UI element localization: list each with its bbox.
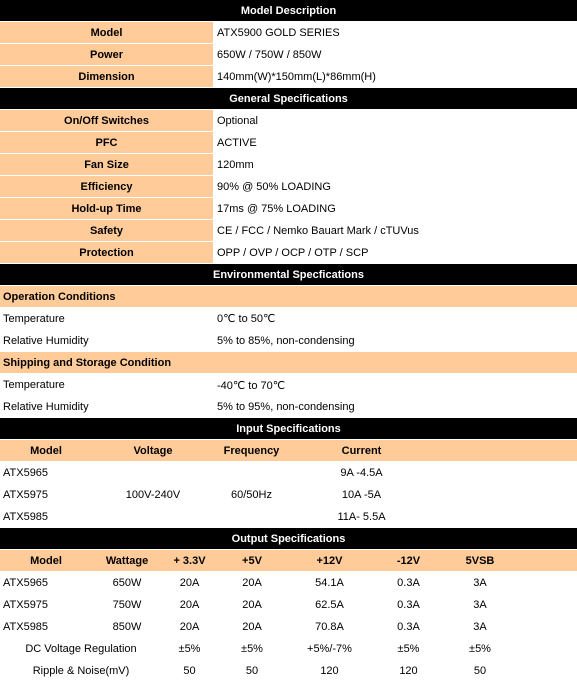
env-label: Temperature [3,312,65,325]
table-row-ripple [0,660,577,682]
column-header-voltage: Voltage [133,444,173,457]
table-cell-5v: 20A [242,620,262,633]
table-cell-5vsb: 3A [473,576,487,589]
subheader-operation: Operation Conditions [0,286,577,308]
table-cell-minus-12v: 0.3A [397,598,420,611]
table-cell-3v3: 20A [179,598,200,611]
env-value: 0℃ to 50℃ [217,313,276,325]
spec-value: 140mm(W)*150mm(L)*86mm(H) [214,66,577,87]
table-cell-5vsb: 3A [473,598,487,611]
column-header-wattage: Wattage [105,554,149,567]
spec-value: 17ms @ 75% LOADING [214,198,577,219]
table-row [0,572,577,594]
table-cell-spacer [515,616,577,637]
column-header-5vsb: 5VSB [465,554,495,567]
spec-label: Efficiency [0,176,214,197]
column-header-spacer [515,550,577,571]
spec-label: Power [0,44,214,65]
spec-label: Model [0,22,214,43]
table-cell-3v3: ±5% [178,642,201,655]
column-header-model: Model [30,444,62,457]
table-cell-5v: 20A [242,598,262,611]
table-cell-model: ATX5985 [3,620,49,633]
spec-label: Fan Size [0,154,214,175]
spec-label: Safety [0,220,214,241]
subheader-shipping: Shipping and Storage Condition [0,352,577,374]
table-cell-regulation-label: DC Voltage Regulation [25,642,137,655]
spec-value: ATX5900 GOLD SERIES [214,22,577,43]
spec-value: Optional [214,110,577,131]
env-label: Temperature [3,379,65,391]
column-header-frequency: Frequency [223,444,280,457]
table-cell-minus-12v: 0.3A [397,576,420,589]
spec-row-holdup [0,198,577,220]
table-cell-model: ATX5975 [3,489,49,501]
env-row-shipping-humidity [0,397,577,418]
table-cell-5vsb: ±5% [469,642,491,655]
spec-row-efficiency [0,176,577,198]
input-table-header [0,440,577,462]
table-cell-minus-12v: 0.3A [397,620,420,633]
spec-label: PFC [0,132,214,153]
column-header-minus-12v: -12V [396,554,421,567]
column-header-12v: +12V [316,554,343,567]
table-cell-3v3: 50 [183,664,196,677]
table-cell-spacer [515,594,577,615]
section-header-model-description: Model Description [0,0,577,22]
column-header-model: Model [30,554,62,567]
table-cell-5vsb: 3A [473,620,487,633]
table-cell-model: ATX5985 [3,511,49,523]
input-table-body [0,462,577,528]
env-row-operation-temperature [0,308,577,330]
column-header-spacer [434,440,577,461]
table-cell-spacer [515,660,577,681]
table-cell-12v: 70.8A [315,620,344,633]
table-cell-5v: 50 [245,664,259,677]
table-row [0,616,577,638]
spec-label: Hold-up Time [0,198,214,219]
table-cell-5v: ±5% [241,642,263,655]
env-label: Relative Humidity [3,401,89,413]
table-row-regulation [0,638,577,660]
spec-row-model [0,22,577,44]
table-cell-wattage: 850W [112,620,142,633]
spec-row-switches [0,110,577,132]
section-header-general: General Specifications [0,88,577,110]
spec-value: ACTIVE [214,132,577,153]
table-cell-12v: 120 [320,664,339,677]
table-cell-ripple-label: Ripple & Noise(mV) [32,664,130,677]
spec-row-power [0,44,577,66]
table-cell-model: ATX5975 [3,598,49,611]
table-cell-12v: +5%/-7% [307,642,352,655]
input-frequency-cell: 60/50Hz [231,489,272,501]
spec-value: 90% @ 50% LOADING [214,176,577,197]
column-header-3v3: + 3.3V [173,554,206,567]
spec-row-dimension [0,66,577,88]
table-cell-current: 11A- 5.5A [337,511,386,523]
table-cell-wattage: 750W [112,598,142,611]
table-cell-spacer [515,572,577,593]
table-cell-model: ATX5965 [3,467,49,479]
table-cell-current: 9A -4.5A [340,467,383,479]
spec-row-protection [0,242,577,264]
input-current-column [289,462,434,528]
spec-value: 650W / 750W / 850W [214,44,577,65]
table-cell-3v3: 20A [179,620,200,633]
env-row-operation-humidity [0,330,577,352]
spec-row-safety [0,220,577,242]
env-value: -40℃ to 70℃ [217,379,286,392]
table-row [0,594,577,616]
input-spacer [434,462,577,528]
table-cell-5v: 20A [242,576,262,589]
spec-label: On/Off Switches [0,110,214,131]
table-cell-12v: 62.5A [315,598,344,611]
spec-row-fan-size [0,154,577,176]
table-cell-model: ATX5965 [3,576,49,589]
table-cell-5vsb: 50 [473,664,487,677]
column-header-current: Current [341,444,382,457]
env-row-shipping-temperature [0,374,577,397]
spec-value: 120mm [214,154,577,175]
section-header-output: Output Specifications [0,528,577,550]
spec-row-pfc [0,132,577,154]
env-value: 5% to 95%, non-condensing [217,401,355,413]
output-table-header [0,550,577,572]
section-header-input: Input Specifications [0,418,577,440]
table-cell-3v3: 20A [179,576,200,589]
env-value: 5% to 85%, non-condensing [217,334,355,347]
table-cell-current: 10A -5A [341,489,382,501]
env-label: Relative Humidity [3,334,89,347]
table-cell-minus-12v: ±5% [397,642,420,655]
table-cell-12v: 54.1A [315,576,344,589]
column-header-5v: +5V [242,554,262,567]
input-voltage-cell: 100V-240V [125,489,181,501]
spec-value: CE / FCC / Nemko Bauart Mark / cTUVus [214,220,577,241]
spec-label: Dimension [0,66,214,87]
section-header-environmental: Environmental Specfications [0,264,577,286]
spec-value: OPP / OVP / OCP / OTP / SCP [214,242,577,263]
input-model-column [0,462,92,528]
table-cell-spacer [515,638,577,659]
table-cell-minus-12v: 120 [399,664,418,677]
spec-label: Protection [0,242,214,263]
table-cell-wattage: 650W [112,576,142,589]
